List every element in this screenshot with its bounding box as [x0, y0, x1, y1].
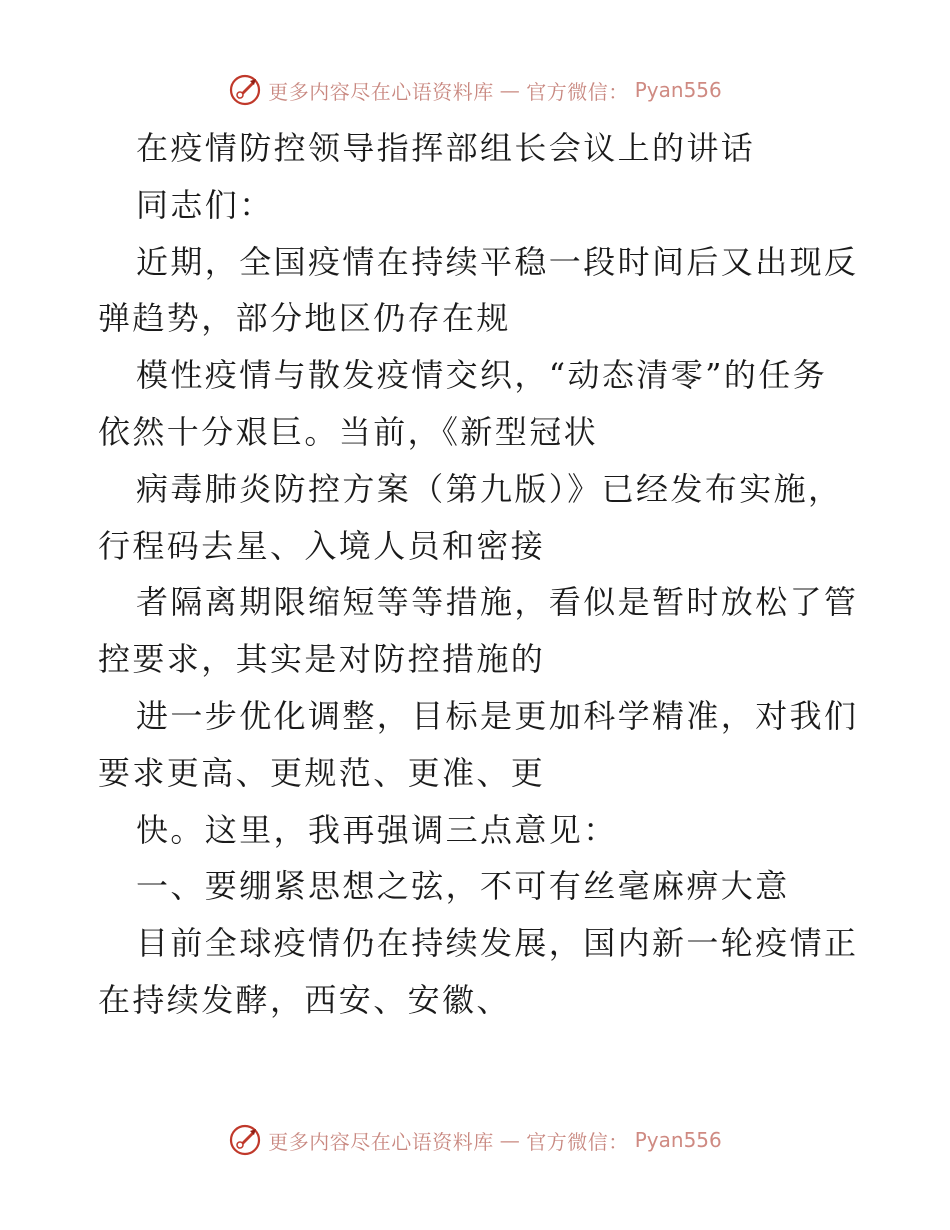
- text-line: 控要求，其实是对防控措施的: [98, 640, 546, 679]
- text-line: 弹趋势，部分地区仍存在规: [98, 299, 511, 338]
- watermark-text: 更多内容尽在心语资料库: [268, 1129, 494, 1154]
- watermark-official-label: 官方微信：: [526, 79, 629, 104]
- watermark-dash: —: [499, 1128, 521, 1152]
- text-line: 在持续发酵，西安、安徽、: [98, 980, 511, 1019]
- text-line: 目前全球疫情仍在持续发展，国内新一轮疫情正: [136, 924, 859, 963]
- text-line: 要求更高、更规范、更准、更: [98, 753, 546, 792]
- header-watermark: [0, 70, 950, 110]
- text-line: 近期，全国疫情在持续平稳一段时间后又出现反: [136, 242, 859, 281]
- text-line: 模性疫情与散发疫情交织，“动态清零”的任务: [136, 356, 828, 395]
- document-title: 在疫情防控领导指挥部组长会议上的讲话: [136, 129, 756, 167]
- quill-pen-seal-icon: [228, 73, 262, 107]
- document-body: [98, 120, 868, 1029]
- text-line: 进一步优化调整，目标是更加科学精准，对我们: [136, 696, 859, 735]
- watermark-dash: —: [499, 78, 521, 102]
- section-heading: 一、要绷紧思想之弦，不可有丝毫麻痹大意: [136, 867, 790, 906]
- watermark-wechat-id: Pyan556: [634, 78, 722, 102]
- watermark-wechat-id: Pyan556: [634, 1128, 722, 1152]
- quill-pen-seal-icon: [228, 1123, 262, 1157]
- watermark-official-label: 官方微信：: [526, 1129, 629, 1154]
- text-line: 病毒肺炎防控方案（第九版）》已经发布实施，: [136, 469, 843, 508]
- footer-watermark: [0, 1120, 950, 1160]
- text-line: 行程码去星、入境人员和密接: [98, 526, 546, 565]
- text-line: 快。这里，我再强调三点意见：: [136, 810, 618, 849]
- text-line: 依然十分艰巨。当前，《新型冠状: [98, 412, 599, 451]
- watermark-text: 更多内容尽在心语资料库: [268, 79, 494, 104]
- text-line: 同志们：: [136, 185, 274, 224]
- text-line: 者隔离期限缩短等等措施，看似是暂时放松了管: [136, 583, 859, 622]
